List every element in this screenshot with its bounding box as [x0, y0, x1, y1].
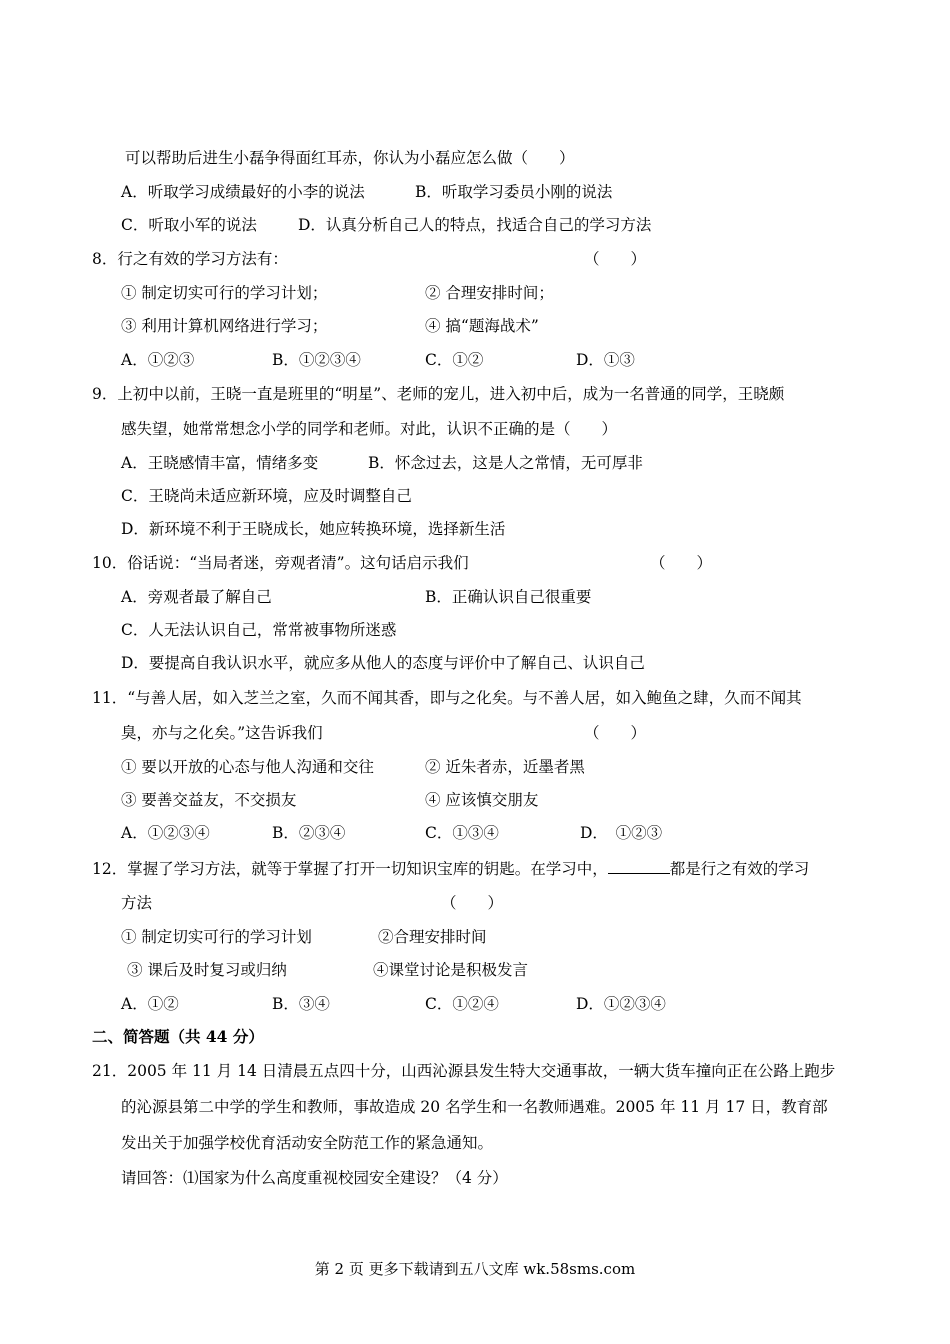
- q10-option-b: B．正确认识自己很重要: [425, 588, 592, 606]
- q9-stem-line2: 感失望，她常常想念小学的同学和老师。对此，认识不正确的是（ ）: [121, 420, 618, 438]
- q12-stem-part1: 12．掌握了学习方法，就等于掌握了打开一切知识宝库的钥匙。在学习中，: [92, 860, 608, 878]
- q7-stem-continuation: 可以帮助后进生小磊争得面红耳赤，你认为小磊应怎么做（ ）: [125, 149, 575, 167]
- q11-option-d: D． ①②③: [580, 824, 663, 842]
- q10-option-d: D．要提高自我认识水平，就应多从他人的态度与评价中了解自己、认识自己: [121, 654, 645, 672]
- page-footer: 第 2 页 更多下载请到五八文库 wk.58sms.com: [314, 1260, 636, 1278]
- q8-item-2: ② 合理安排时间；: [425, 284, 554, 302]
- q8-option-a: A．①②③: [121, 351, 195, 369]
- q11-item-2: ② 近朱者赤，近墨者黑: [425, 758, 585, 776]
- q9-option-a: A．王晓感情丰富，情绪多变: [121, 454, 319, 472]
- q11-item-4: ④ 应该慎交朋友: [425, 791, 539, 809]
- section-2-heading: 二、简答题（共 44 分）: [92, 1027, 264, 1046]
- q8-option-b: B．①②③④: [272, 351, 361, 369]
- q12-option-a: A．①②: [121, 995, 179, 1013]
- q12-option-d: D．①②③④: [576, 995, 666, 1013]
- q12-stem-line2: 方法: [121, 894, 153, 912]
- q21-stem-line2: 的沁源县第二中学的学生和教师，事故造成 20 名学生和一名教师遇难。2005 年 11 月 17 日，教育部: [121, 1098, 828, 1116]
- q11-answer-paren: （ ）: [584, 724, 647, 742]
- q12-stem-line1: [92, 858, 809, 879]
- q21-stem-line1: 21．2005 年 11 月 14 日清晨五点四十分，山西沁源县发生特大交通事故，一辆大货车撞向正在公路上跑步: [92, 1062, 836, 1080]
- q12-option-c: C．①②④: [425, 995, 499, 1013]
- q11-stem-line1: 11．“与善人居，如入芝兰之室，久而不闻其香，即与之化矣。与不善人居，如入鲍鱼之肆，久而不闻其: [92, 689, 802, 707]
- q12-item-4: ④课堂讨论是积极发言: [373, 961, 529, 979]
- q11-item-3: ③ 要善交益友，不交损友: [121, 791, 297, 809]
- q21-question: 请回答：⑴国家为什么高度重视校园安全建设？（4 分）: [121, 1169, 508, 1187]
- q8-stem: 8．行之有效的学习方法有：: [92, 250, 288, 268]
- q9-option-c: C．王晓尚未适应新环境，应及时调整自己: [121, 487, 412, 505]
- q11-option-c: C．①③④: [425, 824, 499, 842]
- q11-option-a: A．①②③④: [121, 824, 210, 842]
- q8-item-4: ④ 搞“题海战术”: [425, 317, 539, 335]
- q10-option-a: A．旁观者最了解自己: [121, 588, 272, 606]
- q12-item-1: ① 制定切实可行的学习计划: [121, 928, 312, 946]
- q8-answer-paren: （ ）: [584, 250, 647, 268]
- q8-item-3: ③ 利用计算机网络进行学习；: [121, 317, 328, 335]
- q9-stem-line1: 9．上初中以前，王晓一直是班里的“明星”、老师的宠儿，进入初中后，成为一名普通的同学，王晓颇: [92, 385, 785, 403]
- q7-option-b: B．听取学习委员小刚的说法: [415, 183, 613, 201]
- q12-stem-part2: 都是行之有效的学习: [669, 860, 810, 878]
- q12-item-2: ②合理安排时间: [378, 928, 487, 946]
- q7-option-a: A．听取学习成绩最好的小李的说法: [121, 183, 365, 201]
- q21-stem-line3: 发出关于加强学校优育活动安全防范工作的紧急通知。: [121, 1134, 494, 1152]
- q12-answer-paren: （ ）: [441, 894, 504, 912]
- q9-option-d: D．新环境不利于王晓成长，她应转换环境，选择新生活: [121, 520, 506, 538]
- q12-item-3: ③ 课后及时复习或归纳: [127, 961, 287, 979]
- q8-option-d: D．①③: [576, 351, 635, 369]
- q11-option-b: B．②③④: [272, 824, 346, 842]
- q10-answer-paren: （ ）: [650, 554, 713, 572]
- q11-stem-line2: 臭，亦与之化矣。”这告诉我们: [121, 724, 323, 742]
- q7-option-d: D．认真分析自己人的特点，找适合自己的学习方法: [298, 216, 652, 234]
- q8-option-c: C．①②: [425, 351, 484, 369]
- q8-item-1: ① 制定切实可行的学习计划；: [121, 284, 328, 302]
- q10-option-c: C．人无法认识自己，常常被事物所迷惑: [121, 621, 397, 639]
- q11-item-1: ① 要以开放的心态与他人沟通和交往: [121, 758, 374, 776]
- q12-option-b: B．③④: [272, 995, 330, 1013]
- q10-stem: 10．俗话说：“当局者迷，旁观者清”。这句话启示我们: [92, 554, 469, 572]
- q9-option-b: B．怀念过去，这是人之常情，无可厚非: [368, 454, 643, 472]
- q12-fill-blank: [608, 858, 670, 874]
- q7-option-c: C．听取小军的说法: [121, 216, 257, 234]
